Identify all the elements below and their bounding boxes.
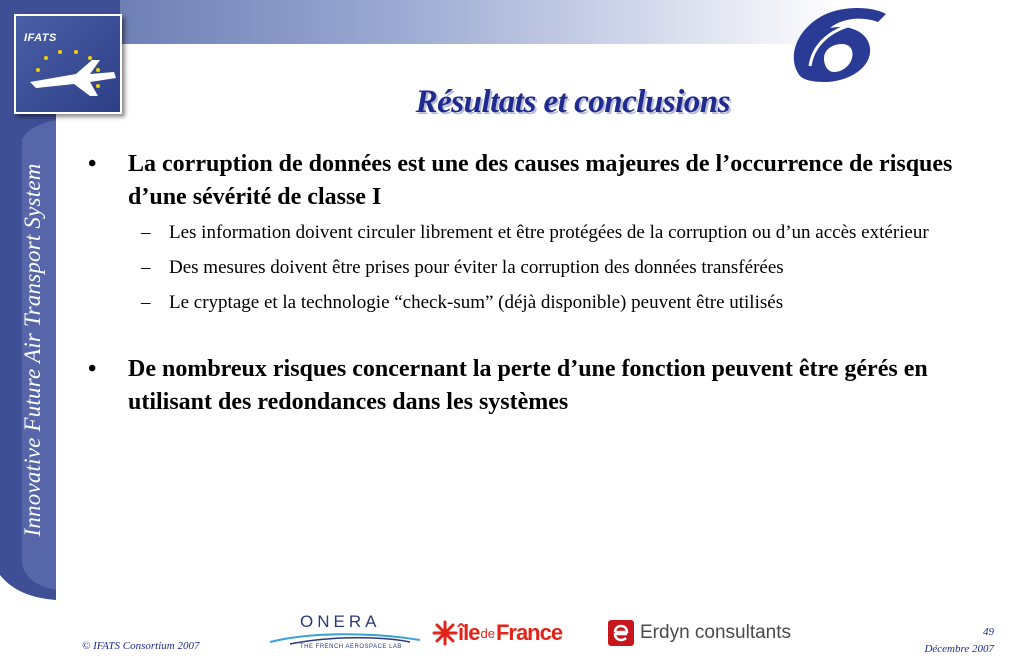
bullet-text: De nombreux risques concernant la perte d’une fonction peuvent être gérés en utilisant des redondances dans les systèmes [128,356,928,415]
bullet-text: La corruption de données est une des causes majeures de l’occurrence de risques d’une sévérité de classe I [128,151,953,210]
erdyn-e-icon [608,620,634,646]
footer-page-info [924,624,994,658]
airplane-icon [16,16,120,112]
bullet-mark: • [88,151,97,177]
sub-bullet-item [86,218,966,247]
bullet-mark: • [88,356,97,382]
iledefrance-france: France [495,620,563,645]
onera-logo-name: ONERA [300,612,381,631]
onera-logo [270,612,420,654]
bullet-item [86,148,966,214]
slide-title: Résultats et conclusions [415,84,730,120]
ifats-logo-text: IFATS [24,32,57,44]
slide-content [86,148,966,419]
sub-bullet-mark: – [141,257,151,278]
footer-copyright: © IFATS Consortium 2007 [82,640,200,652]
iledefrance-de: de [480,625,495,641]
ifats-logo [14,14,122,114]
sub-bullet-mark: – [141,292,151,313]
footer-date: Décembre 2007 [924,643,994,655]
erdyn-logo [608,618,791,648]
bullet-item [86,353,966,419]
sub-bullet-mark: – [141,222,151,243]
sub-bullet-item [86,253,966,282]
iledefrance-logo [432,618,562,648]
sub-bullet-text: Des mesures doivent être prises pour éviter la corruption des données transférées [169,257,784,278]
iledefrance-ile: île [458,620,480,645]
sub-bullet-item [86,288,966,317]
sub-bullet-text: Le cryptage et la technologie “check-sum” (déjà disponible) peuvent être utilisés [169,292,784,313]
sidebar-vertical-title: Innovative Future Air Transport System [20,163,45,537]
sub-bullet-text: Les information doivent circuler librement et être protégées de la corruption ou d’un accès extérieur [169,222,929,243]
page-number: 49 [983,626,994,638]
onera-logo-subtitle: THE FRENCH AEROSPACE LAB [300,644,402,650]
erdyn-logo-text: Erdyn consultants [640,622,792,643]
fp6-logo [790,6,890,82]
star-icon [432,620,458,646]
